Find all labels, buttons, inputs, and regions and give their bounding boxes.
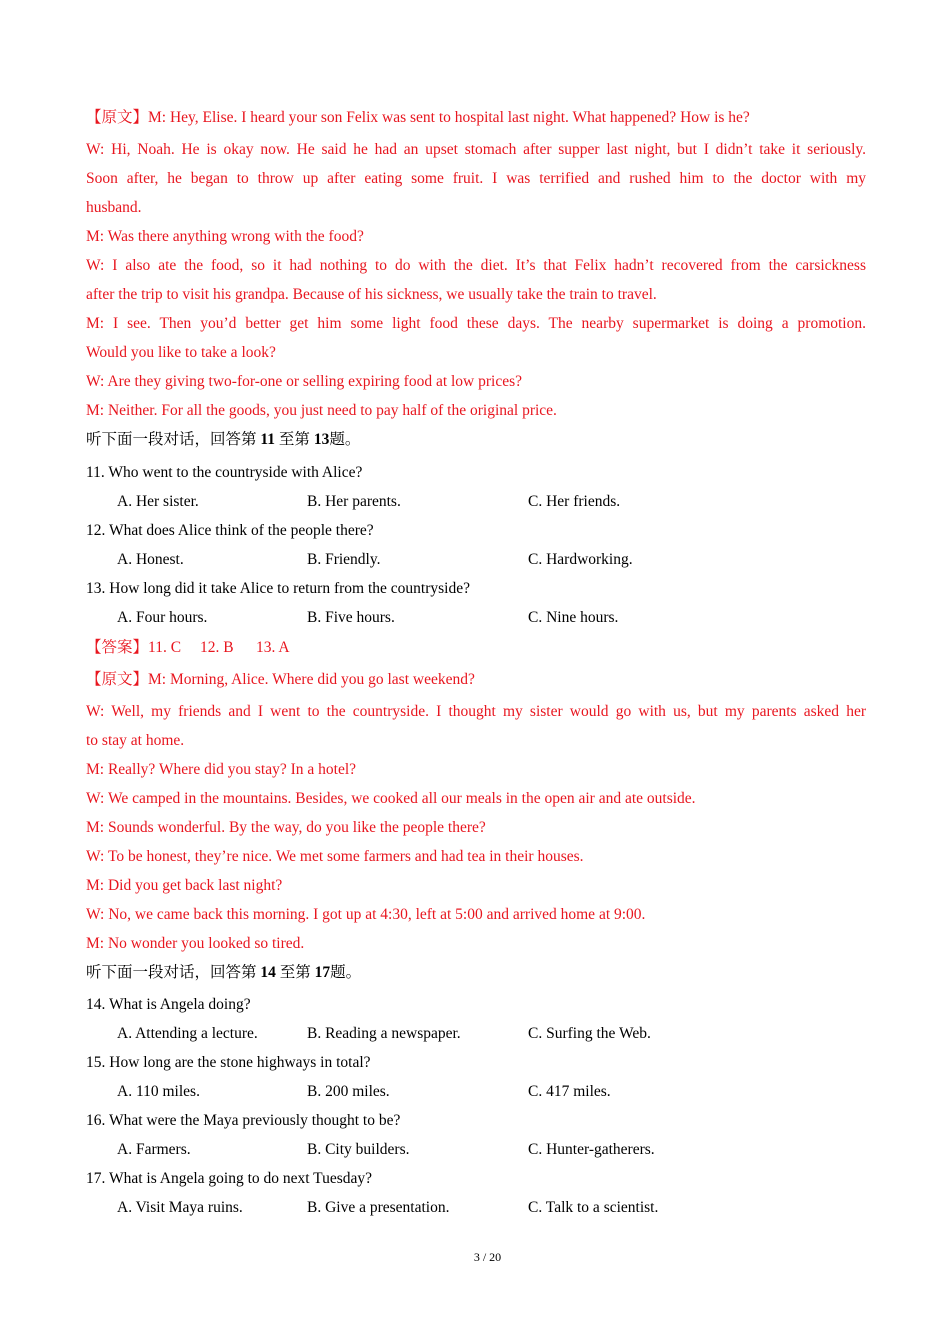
option-b: B. 200 miles.	[307, 1083, 390, 1100]
answer-13: 13. A	[256, 639, 290, 656]
question-14: 14. What is Angela doing?	[86, 996, 251, 1013]
option-b: B. Her parents.	[307, 493, 401, 510]
answer-12: 12. B	[200, 639, 234, 656]
transcript-line: W: No, we came back this morning. I got up at 4:30, left at 5:00 and arrived home at 9:00.	[86, 906, 646, 923]
answer-label: 【答案】	[86, 639, 149, 656]
transcript-line: 【原文】M: Morning, Alice. Where did you go last weekend?	[86, 671, 475, 688]
answer-11: 11. C	[148, 639, 182, 656]
option-a: A. Four hours.	[117, 609, 208, 626]
option-c: C. Surfing the Web.	[528, 1025, 651, 1042]
intro-text: 听下面一段对话，回答第	[86, 431, 257, 448]
intro-text: 题。	[329, 431, 361, 448]
transcript-line: M: Neither. For all the goods, you just need to pay half of the original price.	[86, 402, 557, 419]
question-11: 11. Who went to the countryside with Alice?	[86, 464, 363, 481]
transcript-line: W: I also ate the food, so it had nothing to do with the diet. It’s that Felix hadn’t recovered from the carsickness	[86, 257, 866, 274]
transcript-line: 【原文】M: Hey, Elise. I heard your son Felix was sent to hospital last night. What happened? How is he?	[86, 109, 750, 126]
option-a: A. Farmers.	[117, 1141, 191, 1158]
page-number: 3 / 20	[473, 1250, 502, 1264]
option-c: C. Hunter-gatherers.	[528, 1141, 655, 1158]
transcript-line: M: Sounds wonderful. By the way, do you like the people there?	[86, 819, 486, 836]
transcript-line: W: We camped in the mountains. Besides, we cooked all our meals in the open air and ate outside.	[86, 790, 696, 807]
transcript-line: W: Well, my friends and I went to the countryside. I thought my sister would go with us, but my parents asked her	[86, 703, 866, 720]
answer-key	[86, 638, 866, 658]
option-a: A. Her sister.	[117, 493, 199, 510]
intro-text: 听下面一段对话，回答第	[86, 964, 257, 981]
intro-text: 至第	[279, 964, 311, 981]
section-intro	[86, 963, 866, 983]
transcript-line: to stay at home.	[86, 732, 185, 749]
transcript-line: Soon after, he began to throw up after eating some fruit. I was terrified and rushed him to the doctor with my	[86, 170, 866, 187]
option-c: C. Her friends.	[528, 493, 621, 510]
intro-text: 至第	[278, 431, 310, 448]
option-c: C. Talk to a scientist.	[528, 1199, 659, 1216]
intro-number: 17	[314, 964, 331, 981]
intro-text: 题。	[330, 964, 362, 981]
option-c: C. Hardworking.	[528, 551, 633, 568]
question-15: 15. How long are the stone highways in total?	[86, 1054, 371, 1071]
question-12: 12. What does Alice think of the people there?	[86, 522, 374, 539]
option-a: A. Honest.	[117, 551, 184, 568]
transcript-line: M: Really? Where did you stay? In a hotel?	[86, 761, 357, 778]
transcript-line: M: Did you get back last night?	[86, 877, 283, 894]
transcript-line: M: Was there anything wrong with the food?	[86, 228, 364, 245]
question-16: 16. What were the Maya previously thought to be?	[86, 1112, 401, 1129]
intro-number: 13	[313, 431, 330, 448]
option-b: B. City builders.	[307, 1141, 410, 1158]
transcript-line: Would you like to take a look?	[86, 344, 276, 361]
intro-number: 14	[260, 964, 276, 981]
option-c: C. 417 miles.	[528, 1083, 611, 1100]
option-b: B. Give a presentation.	[307, 1199, 450, 1216]
transcript-line: W: Are they giving two-for-one or selling expiring food at low prices?	[86, 373, 523, 390]
option-a: A. 110 miles.	[117, 1083, 200, 1100]
option-a: A. Visit Maya ruins.	[117, 1199, 243, 1216]
option-b: B. Reading a newspaper.	[307, 1025, 461, 1042]
option-b: B. Friendly.	[307, 551, 381, 568]
transcript-line: after the trip to visit his grandpa. Because of his sickness, we usually take the train to travel.	[86, 286, 657, 303]
transcript-line: husband.	[86, 199, 142, 216]
question-17: 17. What is Angela going to do next Tuesday?	[86, 1170, 373, 1187]
intro-number: 11	[260, 431, 276, 448]
option-c: C. Nine hours.	[528, 609, 619, 626]
transcript-line: W: Hi, Noah. He is okay now. He said he had an upset stomach after supper last night, but I didn’t take it seriously.	[86, 141, 866, 158]
option-b: B. Five hours.	[307, 609, 395, 626]
question-13: 13. How long did it take Alice to return from the countryside?	[86, 580, 470, 597]
transcript-line: W: To be honest, they’re nice. We met some farmers and had tea in their houses.	[86, 848, 584, 865]
transcript-line: M: I see. Then you’d better get him some light food these days. The nearby supermarket is doing a promotion.	[86, 315, 866, 332]
transcript-line: M: No wonder you looked so tired.	[86, 935, 305, 952]
option-a: A. Attending a lecture.	[117, 1025, 258, 1042]
section-intro	[86, 430, 866, 450]
